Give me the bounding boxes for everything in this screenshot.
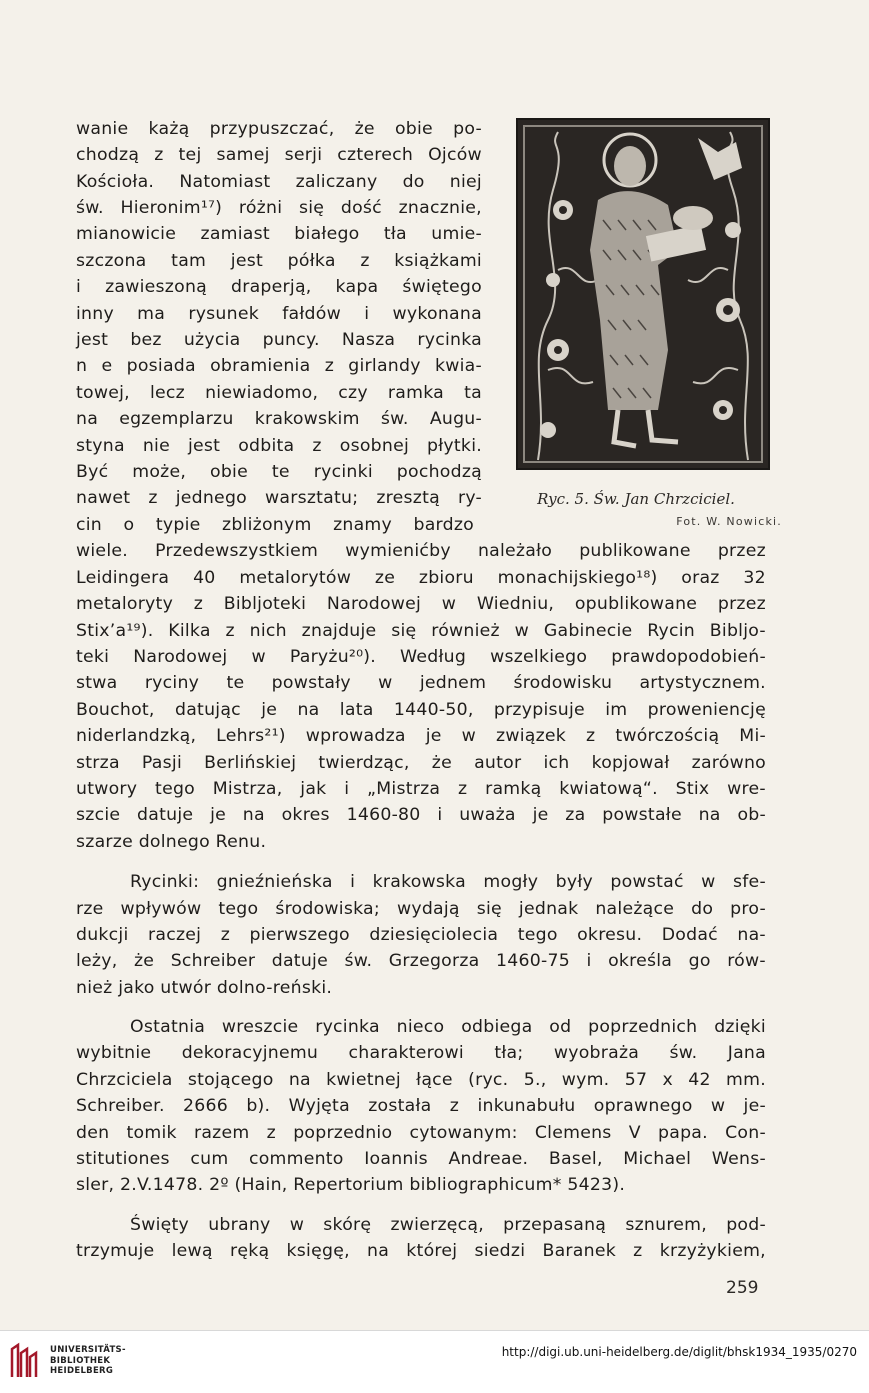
library-footer (0, 1330, 869, 1393)
text-line: inny ma rysunek fałdów i wykonana (76, 304, 482, 324)
text-line: Być może, obie te rycinki pochodzą (76, 462, 482, 482)
text-line: strza Pasji Berlińskiej twierdząc, że autor ich kopjował zarówno (76, 753, 766, 773)
heidelberg-library-logo-icon[interactable] (8, 1341, 44, 1381)
text-line: na egzemplarzu krakowskim św. Augu- (76, 409, 482, 429)
text-line: niderlandzką, Lehrs²¹) wprowadza je w związek z twórczością Mi- (76, 726, 766, 746)
text-line: Kościoła. Natomiast zaliczany do niej (76, 172, 482, 192)
page-number: 259 (726, 1278, 759, 1298)
text-line: dukcji raczej z pierwszego dziesięciolecia tego okresu. Dodać na- (76, 925, 766, 945)
text-line: Bouchot, datując je na lata 1440-50, przypisuje im proweniencję (76, 700, 766, 720)
text-line: chodzą z tej samej serji czterech Ojców (76, 145, 482, 165)
library-name-line: BIBLIOTHEK (50, 1355, 111, 1366)
text-line: Schreiber. 2666 b). Wyjęta została z inkunabułu oprawnego w je- (76, 1096, 766, 1116)
text-line: towej, lecz niewiadomo, czy ramka ta (76, 383, 482, 403)
text-line: Stix’a¹⁹). Kilka z nich znajduje się również w Gabinecie Rycin Biblјo- (76, 621, 766, 641)
text-line: i zawieszoną draperją, kapa świętego (76, 277, 482, 297)
text-line: den tomik razem z poprzednio cytowanym: Clemens V papa. Con- (76, 1123, 766, 1143)
text-line: styna nie jest odbita z osobnej płytki. (76, 436, 482, 456)
text-line: szcie datuje je na okres 1460-80 i uważa je za powstałe na ob- (76, 805, 766, 825)
library-name-line: UNIVERSITÄTS- (50, 1345, 126, 1355)
text-line: wanie każą przypuszczać, że obie po- (76, 119, 482, 139)
text-line: trzymuje lewą ręką księgę, na której siedzi Baranek z krzyżykiem, (76, 1241, 766, 1261)
text-line: stitutiones cum commento Ioannis Andreae. Basel, Michael Wens- (76, 1149, 766, 1169)
text-line: szarze dolnego Renu. (76, 832, 267, 852)
woodcut-st-john-baptist (516, 118, 770, 470)
text-line: Ostatnia wreszcie rycinka nieco odbiega od poprzednich dzięki (130, 1017, 766, 1037)
text-line: Święty ubrany w skórę zwierzęcą, przepasaną sznurem, pod- (130, 1215, 766, 1235)
woodcut-illustration (518, 120, 768, 468)
text-line: stwa ryciny te powstały w jednem środowisku artystycznem. (76, 673, 766, 693)
text-line: mianowicie zamiast białego tła umie- (76, 224, 482, 244)
text-line: nież jako utwór dolno-reński. (76, 978, 333, 998)
text-line: Leidingera 40 metalorytów ze zbioru monachijskiego¹⁸) oraz 32 (76, 568, 766, 588)
text-line: leży, że Schreiber datuje św. Grzegorza 1460-75 i określa go rów- (76, 951, 766, 971)
text-line: metaloryty z Bibljoteki Narodowej w Wiedniu, opublikowane przez (76, 594, 766, 614)
text-line: sler, 2.V.1478. 2º (Hain, Repertorium bibliographicum* 5423). (76, 1175, 626, 1195)
text-line: n e posiada obramienia z girlandy kwia- (76, 356, 482, 376)
source-url-link[interactable]: http://digi.ub.uni-heidelberg.de/diglit/bhsk1934_1935/0270 (501, 1345, 857, 1359)
text-line: szczona tam jest półka z książkami (76, 251, 482, 271)
figure-caption: Ryc. 5. Św. Jan Chrzciciel. (537, 490, 735, 508)
photo-credit: Fot. W. Nowicki. (676, 515, 782, 528)
text-line: rze wpływów tego środowiska; wydają się jednak należące do pro- (76, 899, 766, 919)
library-name-line: HEIDELBERG (50, 1366, 114, 1376)
text-line: Rycinki: gnieźnieńska i krakowska mogły były powstać w sfe- (130, 872, 766, 892)
text-line: utwory tego Mistrza, jak i „Mistrza z ramką kwiatową“. Stix wre- (76, 779, 766, 799)
library-name (50, 1345, 126, 1377)
text-line: Chrzciciela stojącego na kwietnej łące (ryc. 5., wym. 57 x 42 mm. (76, 1070, 766, 1090)
text-line: jest bez użycia puncy. Nasza rycinka (76, 330, 482, 350)
text-line: wiele. Przedewszystkiem wymienićby należało publikowane przez (76, 541, 766, 561)
text-line: nawet z jednego warsztatu; zresztą ry- (76, 488, 482, 508)
text-line: cin o typie zbliżonym znamy bardzo (76, 515, 474, 535)
text-line: św. Hieronim¹⁷) różni się dość znacznie, (76, 198, 482, 218)
text-line: teki Narodowej w Paryżu²⁰). Według wszelkiego prawdopodobień- (76, 647, 766, 667)
text-line: wybitnie dekoracyjnemu charakterowi tła; wyobraża św. Jana (76, 1043, 766, 1063)
